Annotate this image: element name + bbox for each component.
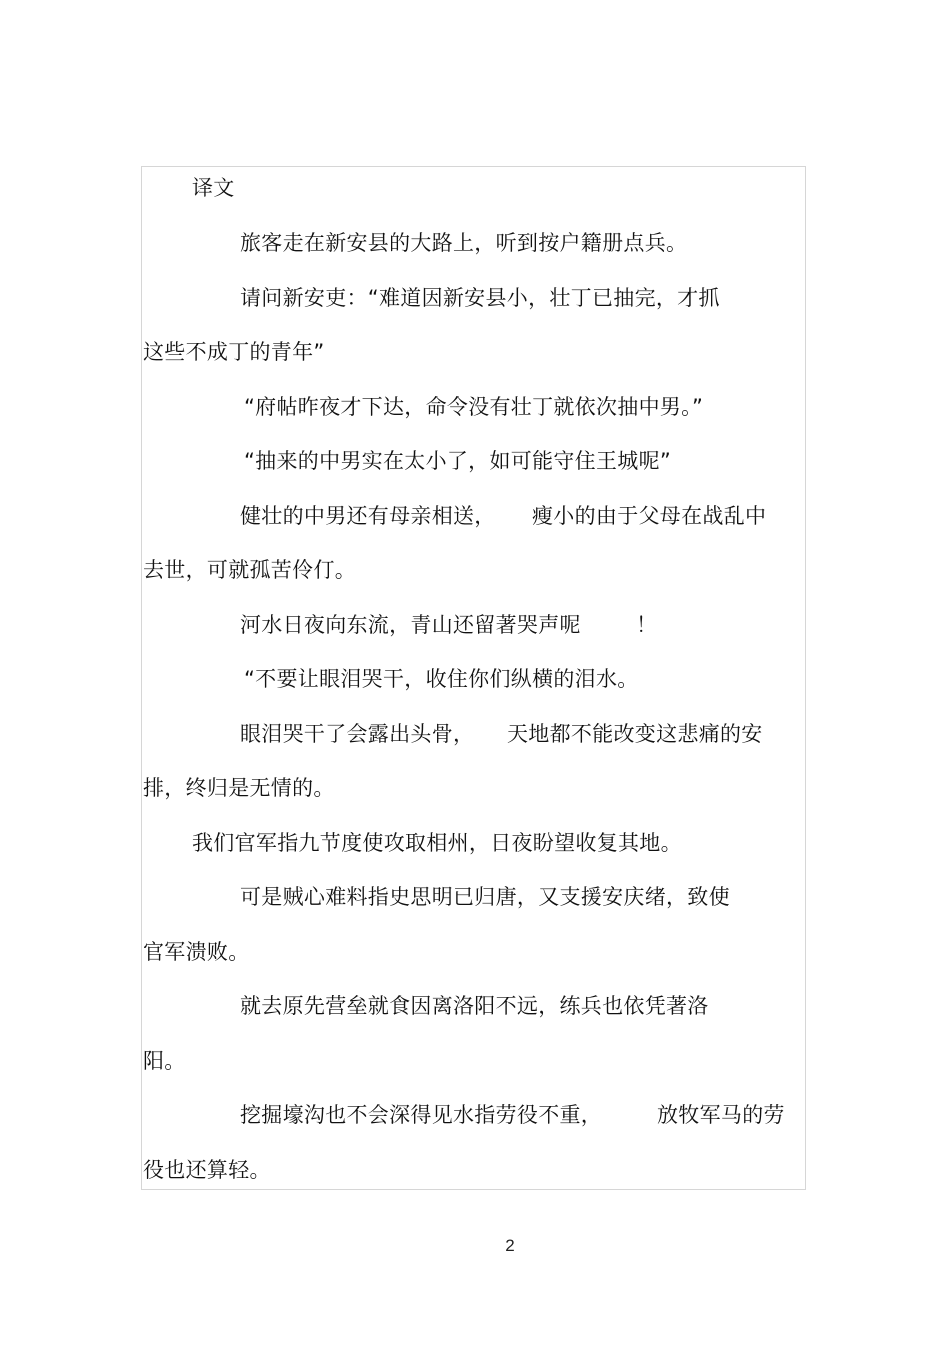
text-line: “不要让眼泪哭干，收住你们纵横的泪水。 (244, 667, 639, 691)
text-line: 放牧军马的劳 (657, 1103, 785, 1127)
text-line: “府帖昨夜才下达，命令没有壮丁就依次抽中男。” (244, 395, 704, 419)
section-heading: 译文 (192, 176, 235, 200)
text-line: 阳。 (143, 1049, 186, 1073)
text-line: 旅客走在新安县的大路上，听到按户籍册点兵。 (240, 231, 688, 255)
text-line: 役也还算轻。 (143, 1158, 271, 1182)
text-line: 官军溃败。 (143, 940, 250, 964)
text-line: 这些不成丁的青年” (143, 340, 325, 364)
text-line: 就去原先营垒就食因离洛阳不远，练兵也依凭著洛 (240, 994, 709, 1018)
text-line: “抽来的中男实在太小了，如可能守住王城呢” (244, 449, 672, 473)
page-number: 2 (505, 1236, 515, 1255)
text-line: 健壮的中男还有母亲相送， (240, 504, 496, 528)
text-line: 河水日夜向东流，青山还留著哭声呢 (240, 613, 581, 637)
text-line: 去世，可就孤苦伶仃。 (143, 558, 356, 582)
text-line: 我们官军指九节度使攻取相州，日夜盼望收复其地。 (192, 831, 682, 855)
text-line: 瘦小的由于父母在战乱中 (532, 504, 767, 528)
text-line: 请问新安吏：“难道因新安县小，壮丁已抽完，才抓 (240, 286, 720, 310)
text-line: 眼泪哭干了会露出头骨， (240, 722, 475, 746)
text-line: 挖掘壕沟也不会深得见水指劳役不重， (240, 1103, 603, 1127)
text-line: 可是贼心难料指史思明已归唐，又支援安庆绪，致使 (240, 885, 730, 909)
text-line: ！ (636, 613, 658, 637)
text-line: 天地都不能改变这悲痛的安 (507, 722, 763, 746)
text-line: 排，终归是无情的。 (143, 776, 335, 800)
